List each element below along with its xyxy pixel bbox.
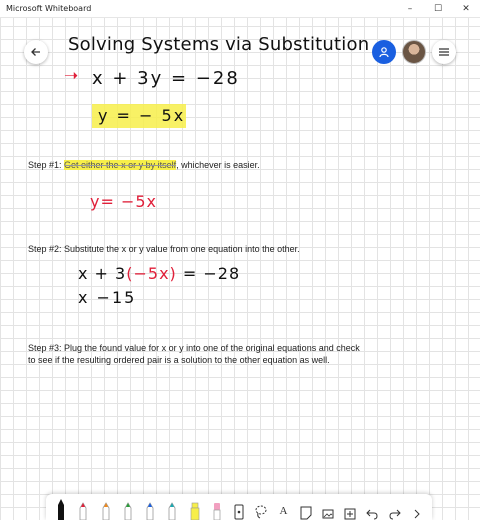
text-icon: A (279, 505, 288, 517)
pen-teal-tool[interactable] (163, 498, 181, 520)
lasso-icon (254, 504, 268, 520)
sub-line-end: = −28 (176, 264, 241, 283)
sticky-note-icon (300, 506, 312, 520)
step-3-line-2: to see if the resulting ordered pair is a solution to the other equation as well. (28, 355, 330, 365)
step-3-text[interactable] (28, 342, 360, 366)
sticky-note-tool[interactable] (297, 498, 315, 520)
ruler-tool[interactable] (230, 498, 248, 520)
isolated-equation[interactable]: y= −5x (90, 192, 158, 211)
redo-tool[interactable] (386, 498, 404, 520)
undo-icon (366, 508, 378, 520)
menu-button[interactable] (432, 40, 456, 64)
chevron-right-icon (412, 508, 422, 520)
pen-blue-tool[interactable] (141, 498, 159, 520)
pen-black-icon (56, 498, 66, 520)
lasso-select-tool[interactable] (252, 498, 270, 520)
sub-line-red: (−5x) (126, 264, 177, 283)
undo-tool[interactable] (363, 498, 381, 520)
redo-icon (389, 508, 401, 520)
ruler-icon (233, 504, 245, 520)
pen-green-tool[interactable] (119, 498, 137, 520)
user-avatar[interactable] (402, 40, 426, 64)
ink-toolbar (46, 494, 432, 520)
partial-equation[interactable]: x −15 (78, 288, 137, 307)
step-3-line-1: Step #3: Plug the found value for x or y into one of the original equations and check (28, 343, 360, 353)
add-tool[interactable] (341, 498, 359, 520)
highlighter-icon (189, 502, 201, 520)
close-button[interactable]: ✕ (462, 3, 470, 14)
board-title[interactable]: Solving Systems via Substitution (68, 34, 370, 55)
arrow-left-icon (30, 46, 42, 58)
step-1-highlight: Get either the x or y by itself (64, 160, 177, 170)
eraser-tool[interactable] (208, 498, 226, 520)
more-tools[interactable] (408, 498, 426, 520)
app-title: Microsoft Whiteboard (6, 4, 92, 13)
hamburger-icon (438, 47, 450, 57)
back-button[interactable] (24, 40, 48, 64)
red-arrow-mark: ➝ (64, 66, 79, 86)
substitution-equation[interactable] (78, 264, 240, 283)
image-icon (322, 508, 334, 520)
step-1-prefix: Step #1: (28, 160, 65, 170)
maximize-button[interactable]: ☐ (433, 3, 443, 14)
person-icon (378, 46, 390, 58)
title-bar (0, 0, 480, 18)
sub-line-start: x + 3 (78, 264, 127, 283)
highlighter-tool[interactable] (186, 498, 204, 520)
pen-teal-icon (167, 502, 177, 520)
add-icon (344, 508, 356, 520)
pen-blue-icon (145, 502, 155, 520)
minimize-button[interactable]: – (407, 3, 413, 14)
equation-2[interactable]: y = − 5x (98, 106, 186, 125)
text-tool[interactable] (274, 498, 292, 520)
equation-1[interactable]: x + 3y = −28 (92, 68, 240, 89)
pen-green-icon (123, 502, 133, 520)
image-tool[interactable] (319, 498, 337, 520)
step-1-suffix: , whichever is easier. (176, 160, 260, 170)
pen-red-tool[interactable] (74, 498, 92, 520)
pen-orange-tool[interactable] (97, 498, 115, 520)
step-2-text[interactable]: Step #2: Substitute the x or y value from one equation into the other. (28, 244, 300, 254)
share-button[interactable] (372, 40, 396, 64)
eraser-icon (212, 502, 222, 520)
pen-black-tool[interactable] (52, 498, 70, 520)
step-1-text[interactable] (28, 160, 260, 170)
pen-orange-icon (101, 502, 111, 520)
pen-red-icon (78, 502, 88, 520)
